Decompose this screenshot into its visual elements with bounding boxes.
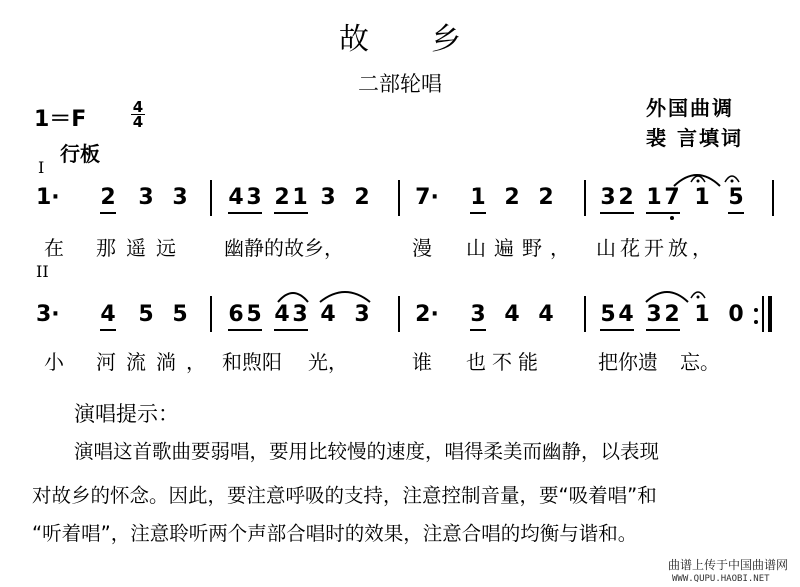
note: 3 <box>246 185 262 210</box>
tempo-marking: 行板 <box>60 142 100 166</box>
underline <box>274 329 308 331</box>
underline <box>100 212 116 214</box>
repeat-dot <box>754 320 758 324</box>
lead-note: 1· <box>36 185 60 210</box>
note: 6 <box>228 302 244 327</box>
note: 1 <box>694 185 710 210</box>
note: 2 <box>664 302 680 327</box>
note: 5 <box>138 302 154 327</box>
note: 5 <box>728 185 744 210</box>
key-signature: 1＝F <box>34 107 87 132</box>
note: 4 <box>320 302 336 327</box>
lyric: 山花开放， <box>596 236 716 260</box>
note: 3 <box>172 185 188 210</box>
underline <box>228 329 262 331</box>
note: 2 <box>504 185 520 210</box>
underline <box>274 212 308 214</box>
watermark-url: WWW.QUPU.HAOBI.NET <box>672 574 770 584</box>
lyric: 谁 <box>412 350 432 374</box>
note: 1 <box>470 185 486 210</box>
note: 2 <box>618 185 634 210</box>
lyric: 幽静的故乡， <box>224 236 344 260</box>
lyric: 那遥远 <box>96 236 186 260</box>
slur <box>318 286 372 304</box>
note: 3 <box>600 185 616 210</box>
watermark: 曲谱上传于中国曲谱网 <box>668 558 789 572</box>
barline <box>398 180 400 216</box>
note: 5 <box>600 302 616 327</box>
underline <box>728 212 744 214</box>
final-barline-thin <box>762 296 764 332</box>
note: 1 <box>646 185 662 210</box>
note: 4 <box>538 302 554 327</box>
lyric: 小 <box>44 350 64 374</box>
part-2-label: II <box>36 262 49 281</box>
barline <box>772 180 774 216</box>
lyric: 河流淌， <box>96 350 216 374</box>
note: 7 <box>664 185 680 210</box>
tips-line: “听着唱”，注意聆听两个声部合唱时的效果，注意合唱的均衡与谐和。 <box>32 522 638 545</box>
note: 5 <box>246 302 262 327</box>
note: 4 <box>100 302 116 327</box>
slur <box>644 286 690 304</box>
lyric: 把你遗 <box>598 350 658 374</box>
lead-note: 3· <box>36 302 60 327</box>
underline <box>470 212 486 214</box>
underline <box>600 329 634 331</box>
lyric: 漫 <box>412 236 432 260</box>
barline <box>398 296 400 332</box>
fermata <box>690 172 706 184</box>
song-subtitle: 二部轮唱 <box>358 72 442 96</box>
barline <box>584 180 586 216</box>
tips-line: 对故乡的怀念。因此，要注意呼吸的支持，注意控制音量，要“吸着唱”和 <box>32 484 657 507</box>
barline <box>584 296 586 332</box>
note: 1 <box>292 185 308 210</box>
underline <box>646 329 680 331</box>
lyric: 也不能 <box>466 350 544 374</box>
underline <box>228 212 262 214</box>
lyric: 光， <box>308 350 348 374</box>
note: 1 <box>694 302 710 327</box>
underline <box>100 329 116 331</box>
tips-line: 演唱这首歌曲要弱唱，要用比较慢的速度，唱得柔美而幽静，以表现 <box>74 440 660 463</box>
note: 2 <box>100 185 116 210</box>
song-title: 故乡 <box>339 22 523 57</box>
lyric: 山遍野， <box>466 236 578 260</box>
note: 3 <box>320 185 336 210</box>
note: 3 <box>354 302 370 327</box>
note: 4 <box>618 302 634 327</box>
fermata <box>724 172 740 184</box>
note: 3 <box>292 302 308 327</box>
lyric: 在 <box>44 236 64 260</box>
fermata <box>690 288 706 300</box>
note: 2 <box>274 185 290 210</box>
note: 0 <box>728 302 744 327</box>
tips-heading: 演唱提示： <box>74 402 179 426</box>
slur <box>276 286 310 304</box>
note: 2 <box>354 185 370 210</box>
note: 2 <box>538 185 554 210</box>
note: 3 <box>470 302 486 327</box>
note: 3 <box>138 185 154 210</box>
underline <box>646 212 680 214</box>
part-1-label: I <box>38 158 45 177</box>
low-octave-dot <box>670 216 674 220</box>
note: 4 <box>228 185 244 210</box>
lyricist-credit: 裴 言填词 <box>646 126 743 150</box>
lyric: 忘。 <box>680 350 720 374</box>
underline <box>470 329 486 331</box>
note: 2· <box>415 302 439 327</box>
repeat-dot <box>754 308 758 312</box>
final-barline-thick <box>768 296 772 332</box>
note: 4 <box>274 302 290 327</box>
barline <box>210 180 212 216</box>
composer-credit: 外国曲调 <box>646 96 734 120</box>
time-signature-bottom: 4 <box>132 113 144 131</box>
note: 3 <box>646 302 662 327</box>
lyric: 和煦阳 <box>222 350 282 374</box>
barline <box>210 296 212 332</box>
note: 5 <box>172 302 188 327</box>
time-signature <box>128 100 148 129</box>
note: 7· <box>415 185 439 210</box>
time-signature-top: 4 <box>132 98 144 116</box>
underline <box>600 212 634 214</box>
note: 4 <box>504 302 520 327</box>
